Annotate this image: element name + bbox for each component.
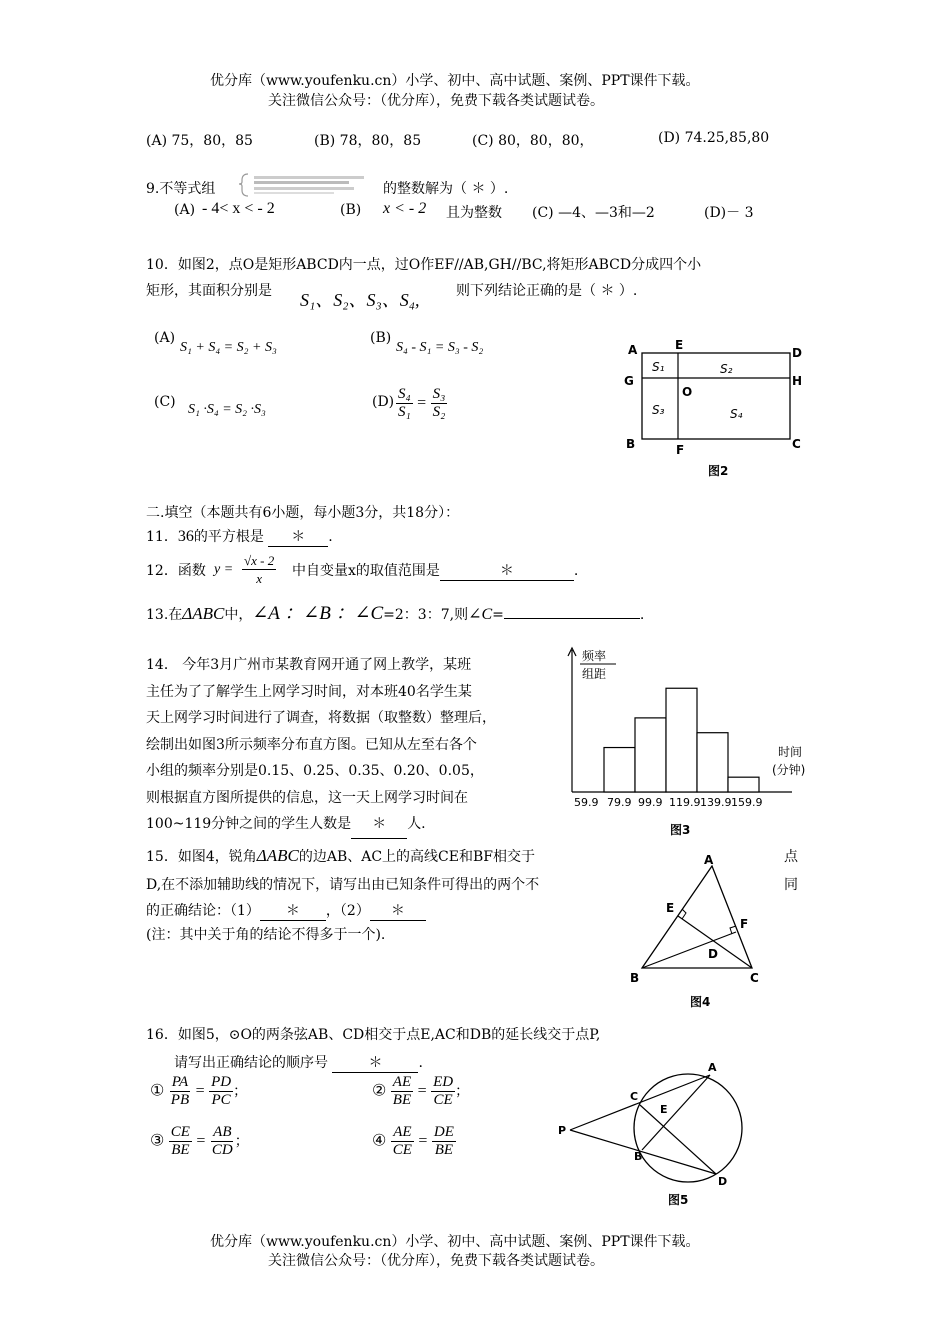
fig2-region-s1: S₁ <box>652 360 665 374</box>
q12-y: y = <box>214 562 234 577</box>
q10-d-den2: S₂ <box>432 404 446 420</box>
q10-d-num1: S₄ <box>398 386 411 402</box>
q14-line-6: 则根据直方图所提供的信息，这一天上网学习时间在 <box>146 789 468 806</box>
q14-line-3: 天上网学习时间进行了调查，将数据（取整数）整理后， <box>146 710 496 726</box>
q16-opt1-d2: PC <box>211 1092 231 1108</box>
fig4-label-f: F <box>740 917 749 931</box>
fig4-label-a: A <box>704 853 714 867</box>
q11-prefix: 11． <box>146 529 178 545</box>
footer-line-1: 优分库（www.youfenku.cn）小学、初中、高中试题、案例、PPT课件下载。 <box>210 1234 700 1250</box>
x-tick-label-4: 119.9 <box>669 796 701 809</box>
histogram-bar-5 <box>728 777 759 792</box>
fig2-label-h: H <box>792 374 803 388</box>
q14-line-5: 小组的频率分别是0.15、0.25、0.35、0.20、0.05， <box>146 763 484 779</box>
q16-opt1-semi: ； <box>233 1083 248 1100</box>
q10-line-2-prefix: 矩形，其面积分别是 <box>146 283 272 299</box>
q13-ratio: =2：3：7,则 <box>383 607 469 623</box>
q15-line-4: (注：其中关于角的结论不得多于一个). <box>146 927 386 943</box>
q9-option-b-text: 且为整数 <box>446 205 502 221</box>
y-label-top: 频率 <box>582 649 607 663</box>
q12-text-label: 中自变量x的取值范围是 <box>292 563 440 579</box>
x-tick-label-1: 59.9 <box>574 796 599 809</box>
q15-line-1 <box>146 846 535 866</box>
q10-option-b-label: (B) <box>370 330 392 346</box>
q10-option-c-label: (C) <box>154 394 176 410</box>
q16-opt1-label: ① <box>150 1082 165 1100</box>
q12-prefix: 12．函数 <box>146 563 206 579</box>
fig2-label-d: D <box>792 346 802 360</box>
x-label-bottom: (分钟) <box>772 763 806 777</box>
histogram-bar-3 <box>666 688 697 792</box>
fig4-caption: 图4 <box>690 995 711 1009</box>
x-label-top: 时间 <box>778 745 803 759</box>
q16-opt3-label: ③ <box>150 1132 165 1150</box>
q10-option-d-label: (D) <box>372 394 395 410</box>
q15-line-3-prefix: 的正确结论：（1） <box>146 903 260 919</box>
figure-5-circle <box>556 1060 756 1210</box>
q13 <box>146 598 644 625</box>
q16-option-4: ④ $\frac{AE}{CE}$ = $\frac{DE}{BE}$ <box>372 1124 454 1158</box>
q10-line-2-suffix: 则下列结论正确的是（ ＊ ）. <box>456 283 638 299</box>
q11-math: 36 <box>177 528 194 545</box>
q13-triangle: ΔABC <box>182 604 225 623</box>
fig5-caption: 图5 <box>668 1193 689 1207</box>
q16-line-2 <box>174 1052 423 1073</box>
line-pd <box>570 1130 716 1174</box>
q13-angle-c: ∠C <box>468 606 493 623</box>
figure-2 <box>620 338 810 483</box>
histogram-bar-2 <box>635 718 666 792</box>
fig2-region-s2: S₂ <box>720 362 733 376</box>
q8-option-c: (C) 80，80，80， <box>472 133 594 149</box>
q11-text: 的平方根是 <box>193 529 264 545</box>
q9-option-b-label: (B) <box>340 202 362 218</box>
fig2-label-o: O <box>682 385 693 399</box>
q16-option-3: ③ $\frac{CE}{BE}$ = $\frac{AB}{CD}$ ； <box>150 1124 249 1158</box>
q16-opt1-d1: PB <box>170 1092 190 1108</box>
q16-line-1: 16．如图5，⊙O的两条弦AB、CD相交于点E,AC和DB的延长线交于点P, <box>146 1027 601 1043</box>
fig5-label-e: E <box>660 1103 668 1116</box>
q10-option-a-label: (A) <box>154 330 176 346</box>
q15-line-1-b: 的边AB、AC上的高线CE和BF相交于 <box>298 849 535 865</box>
q9-option-c: (C) —4、—3和—2 <box>532 205 655 221</box>
fig2-caption: 图2 <box>708 464 729 478</box>
q14-answer-blank: ＊ <box>351 811 407 839</box>
q16-opt4-d2: BE <box>434 1142 454 1158</box>
q14-last-suffix: 人. <box>407 816 426 832</box>
q16-opt2-d2: CE <box>433 1092 453 1108</box>
q9-option-b-math: x < - 2 <box>383 200 427 217</box>
q10-areas-math: S₁、S₂、S₃、S₄, <box>300 290 420 310</box>
q8-option-d: (D) 74.25,85,80 <box>658 130 770 146</box>
histogram-bar-1 <box>604 748 635 792</box>
header-line-2: 关注微信公众号：（优分库），免费下载各类试题试卷。 <box>268 93 604 109</box>
x-tick-label-6: 159.9 <box>731 796 763 809</box>
footer-line-2: 关注微信公众号：（优分库），免费下载各类试题试卷。 <box>268 1253 604 1269</box>
right-angle-e <box>682 909 686 919</box>
x-tick-label-5: 139.9 <box>700 796 732 809</box>
q13-angles: ∠A ：∠B ：∠C <box>252 603 384 624</box>
fig5-label-d: D <box>718 1175 728 1188</box>
q13-mid: 中， <box>224 607 253 623</box>
fig2-label-e: E <box>675 338 684 352</box>
fig2-label-c: C <box>792 437 801 451</box>
q14-text <box>146 652 496 839</box>
fig5-label-c: C <box>630 1090 639 1103</box>
q16-opt3-d1: BE <box>171 1142 190 1158</box>
q14-line-7 <box>146 811 496 839</box>
figure-4-triangle <box>626 852 776 1012</box>
q15-line-1-a: 15．如图4，锐角 <box>146 849 257 865</box>
x-tick-label-3: 99.9 <box>638 796 663 809</box>
q16-opt2-d1: BE <box>392 1092 412 1108</box>
q12-denominator: x <box>256 571 262 586</box>
q16-opt3-d2: CD <box>211 1142 233 1158</box>
triangle-abc <box>642 866 752 968</box>
q10-option-a-math: S₁ + S₄ = S₂ + S₃ <box>180 340 277 355</box>
q8-option-a: (A) 75，80，85 <box>146 133 253 149</box>
q9-system-image <box>238 170 368 198</box>
q15-answer-blank-1: ＊ <box>260 900 326 921</box>
fig2-label-g: G <box>624 374 634 388</box>
q15-line-2-tail: 同 <box>784 877 798 893</box>
q16-opt4-n1: AE <box>393 1124 412 1140</box>
fig5-label-a: A <box>708 1061 717 1074</box>
q9-option-a-label: (A) <box>174 202 196 218</box>
fig2-label-b: B <box>626 437 636 451</box>
fig4-label-d: D <box>708 947 718 961</box>
q16-opt2-semi: ； <box>455 1083 470 1100</box>
fig2-label-a: A <box>628 343 638 357</box>
q16-line-2-prefix: 请写出正确结论的顺序号 <box>174 1055 328 1071</box>
q13-end: . <box>639 607 645 623</box>
q9-suffix: 的整数解为（ ＊ ）. <box>383 181 509 197</box>
q14-line-2: 主任为了了解学生上网学习时间，对本班40名学生某 <box>146 683 472 700</box>
q10-option-b-math: S₄ - S₁ = S₃ - S₂ <box>396 340 484 355</box>
q8-option-b: (B) 78，80，85 <box>314 133 422 149</box>
fig2-label-f: F <box>676 443 685 457</box>
fig3-caption: 图3 <box>670 823 691 837</box>
q12-text <box>292 560 578 581</box>
q16-end: . <box>418 1055 423 1071</box>
histogram-bar-4 <box>697 733 728 792</box>
q16-opt3-semi: ； <box>234 1133 249 1150</box>
q15-answer-blank-2: ＊ <box>370 900 426 921</box>
q16-option-1: ① $\frac{PA}{PB}$ = $\frac{PD}{PC}$ ； <box>150 1074 248 1108</box>
q15-line-1-tail: 点 <box>784 849 798 865</box>
q11-end: . <box>328 529 333 545</box>
q10-line-1: 10．如图2，点O是矩形ABCD内一点，过O作EF//AB,GH//BC,将矩形ABCD分成四个小 <box>146 257 702 273</box>
q12-end: . <box>573 563 579 579</box>
q14-line-4: 绘制出如图3所示频率分布直方图。已知从左至右各个 <box>146 736 477 753</box>
q11 <box>146 526 333 547</box>
header-line-1: 优分库（www.youfenku.cn）小学、初中、高中试题、案例、PPT课件下载。 <box>210 73 700 89</box>
q14-last-prefix: 100~119分钟之间的学生人数是 <box>146 816 352 832</box>
altitude-bf <box>642 932 736 968</box>
q13-eq: = <box>492 607 504 623</box>
q9-option-a-math: - 4< x < - 2 <box>202 200 275 217</box>
q16-opt3-n2: AB <box>213 1124 232 1140</box>
q16-opt3-n1: CE <box>170 1124 190 1140</box>
q15-line-3 <box>146 900 426 921</box>
q15-line-2: D,在不添加辅助线的情况下，请写出由已知条件可得出的两个不 <box>146 877 540 893</box>
q16-opt4-n2: DE <box>433 1124 454 1140</box>
q10-d-num2: S₃ <box>432 386 446 402</box>
q9-option-d: (D)－ 3 <box>704 205 754 221</box>
q10-option-d-math: $\frac{\text{S₄}}{\text{S₁}}$ = $\frac{\text{S₃}}{\text{S₂}}$ <box>398 386 446 420</box>
y-label-bottom: 组距 <box>582 667 607 681</box>
fig4-label-e: E <box>666 901 675 915</box>
q16-opt2-n1: AE <box>392 1074 412 1090</box>
q12-answer-blank: ＊ <box>440 560 574 581</box>
q16-opt2-label: ② <box>372 1082 387 1100</box>
fig2-region-s4: S₄ <box>730 407 743 421</box>
q10-d-den1: S₁ <box>398 404 411 420</box>
q16-opt4-d1: CE <box>392 1142 412 1158</box>
x-tick-label-2: 79.9 <box>607 796 632 809</box>
fig2-region-s3: S₃ <box>652 403 665 417</box>
q16-opt4-label: ④ <box>372 1132 387 1150</box>
q16-option-2: ② $\frac{AE}{BE}$ = $\frac{ED}{CE}$ ； <box>372 1074 470 1108</box>
q16-opt1-n2: PD <box>211 1074 232 1090</box>
q14-line-1: 14． 今年3月广州市某教育网开通了网上教学，某班 <box>146 657 472 673</box>
fig4-label-c: C <box>750 971 759 985</box>
fig4-label-b: B <box>630 971 640 985</box>
figure-3-histogram <box>560 640 810 840</box>
line-pa <box>570 1075 710 1130</box>
fig5-label-b: B <box>634 1150 643 1163</box>
q12-numerator: √x - 2 <box>244 553 275 568</box>
q15-line-3-mid: ，（2） <box>325 903 370 919</box>
q13-answer-blank <box>504 618 640 619</box>
section-2-title: 二.填空（本题共有6小题，每小题3分，共18分）： <box>146 505 460 521</box>
q11-answer-blank: ＊ <box>268 526 328 547</box>
q16-opt2-n2: ED <box>433 1074 454 1090</box>
q13-prefix: 13.在 <box>146 607 183 623</box>
fig5-label-p: P <box>558 1124 567 1137</box>
chord-ab <box>642 1075 710 1150</box>
q9-prefix: 9.不等式组 <box>146 181 216 197</box>
q16-opt1-n1: PA <box>171 1074 189 1090</box>
q10-option-c-math: S₁ ·S₄ = S₂ ·S₃ <box>188 402 266 417</box>
q15-triangle: ΔABC <box>256 846 299 865</box>
q16-answer-blank: ＊ <box>332 1052 418 1073</box>
q12-fraction <box>242 552 276 587</box>
